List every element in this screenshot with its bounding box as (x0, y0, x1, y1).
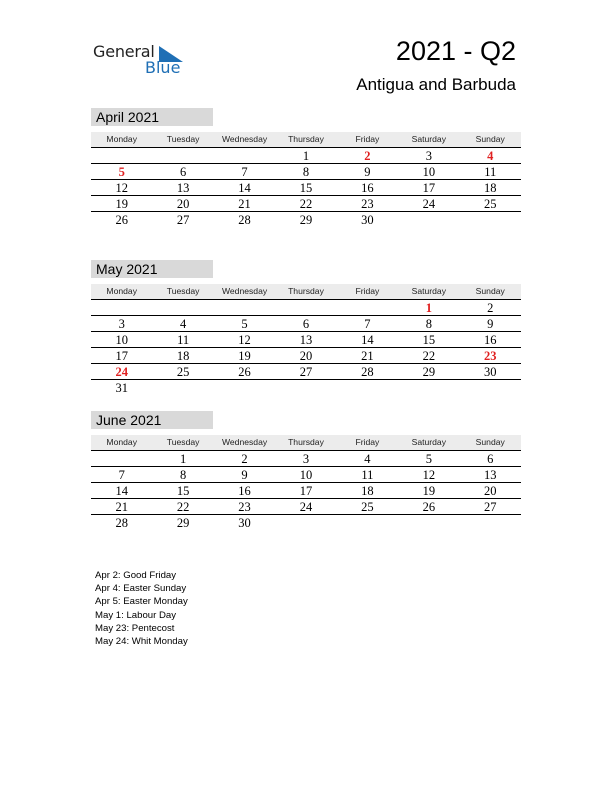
week-row (91, 348, 521, 364)
day-cell: 30 (361, 213, 374, 227)
day-cell: 1 (180, 452, 187, 466)
day-cell: 27 (176, 213, 190, 227)
day-cell (91, 300, 152, 315)
day-cell (214, 380, 275, 396)
weekday-label: Monday (106, 437, 137, 447)
weeks-container (91, 300, 521, 396)
day-cell: 7 (241, 165, 248, 179)
day-cell: 31 (115, 381, 128, 395)
day-cell: 11 (484, 165, 497, 179)
day-cell (152, 380, 213, 396)
day-cell: 21 (361, 349, 374, 363)
day-cell: 6 (180, 165, 187, 179)
day-cell: 29 (299, 213, 313, 227)
day-cell: 7 (364, 317, 371, 331)
day-cell: 9 (487, 317, 494, 331)
day-cell (398, 212, 459, 228)
day-cell (91, 451, 152, 466)
day-cell: 19 (115, 197, 128, 211)
day-cell: 13 (176, 181, 190, 195)
weekday-label: Sunday (475, 134, 505, 144)
day-cell: 5 (118, 165, 125, 179)
day-cell: 23 (238, 500, 251, 514)
day-cell: 4 (364, 452, 371, 466)
day-cell: 26 (238, 365, 251, 379)
day-cell (91, 148, 152, 163)
weeks-container (91, 148, 521, 228)
day-cell (337, 515, 398, 531)
day-cell: 19 (238, 349, 251, 363)
week-row (91, 164, 521, 180)
weekday-label: Wednesday (221, 437, 268, 447)
day-cell: 12 (238, 333, 251, 347)
day-cell: 11 (177, 333, 190, 347)
day-cell: 9 (241, 468, 248, 482)
day-cell (460, 380, 521, 396)
week-row (91, 364, 521, 380)
weekday-label: Sunday (475, 437, 505, 447)
weekday-label: Thursday (288, 286, 324, 296)
day-cell: 24 (115, 365, 128, 379)
week-row (91, 212, 521, 228)
day-cell: 25 (361, 500, 374, 514)
day-cell: 28 (361, 365, 374, 379)
month-may (91, 260, 521, 396)
day-cell: 8 (425, 317, 432, 331)
day-cell: 20 (483, 484, 497, 498)
day-cell: 16 (238, 484, 251, 498)
day-cell: 10 (299, 468, 313, 482)
day-cell: 12 (422, 468, 436, 482)
page-title: 2021 - Q2 (395, 36, 516, 66)
logo (93, 42, 193, 80)
week-row (91, 332, 521, 348)
week-row (91, 467, 521, 483)
day-cell (460, 212, 521, 228)
day-cell (214, 300, 275, 315)
weekday-label: Friday (355, 134, 380, 144)
holiday-item: May 23: Pentecost (95, 622, 175, 634)
day-cell: 15 (299, 181, 313, 195)
weekday-label: Friday (355, 286, 380, 296)
week-row (91, 515, 521, 531)
day-cell: 23 (483, 349, 497, 363)
day-cell (337, 380, 398, 396)
day-cell: 1 (302, 149, 310, 163)
day-cell (152, 300, 213, 315)
day-cell: 16 (483, 333, 497, 347)
weekday-label: Monday (106, 286, 137, 296)
weekday-label: Wednesday (221, 286, 268, 296)
day-cell: 17 (299, 484, 313, 498)
day-cell: 11 (361, 468, 374, 482)
day-cell: 3 (425, 149, 432, 163)
day-cell: 8 (302, 165, 310, 179)
day-cell: 6 (302, 317, 310, 331)
day-cell (275, 515, 336, 531)
day-cell: 8 (180, 468, 187, 482)
day-cell: 30 (483, 365, 497, 379)
day-cell (275, 300, 336, 315)
month-title: May 2021 (91, 260, 213, 278)
day-cell: 3 (118, 317, 125, 331)
week-row (91, 380, 521, 396)
weekday-label: Thursday (288, 437, 324, 447)
month-title: April 2021 (91, 108, 213, 126)
week-row (91, 316, 521, 332)
day-cell: 21 (238, 197, 251, 211)
day-cell: 20 (176, 197, 190, 211)
weekday-label: Saturday (411, 134, 447, 144)
weekday-label: Saturday (411, 437, 447, 447)
weeks-container (91, 451, 521, 531)
holiday-item: May 24: Whit Monday (95, 635, 188, 647)
day-cell: 2 (487, 301, 494, 315)
day-cell: 15 (176, 484, 190, 498)
weekday-header (91, 435, 521, 451)
week-row (91, 196, 521, 212)
day-cell: 26 (422, 500, 436, 514)
month-june (91, 411, 521, 531)
day-cell: 29 (422, 365, 436, 379)
day-cell: 12 (115, 181, 128, 195)
day-cell: 18 (361, 484, 374, 498)
day-cell: 10 (115, 333, 128, 347)
week-row (91, 148, 521, 164)
week-row (91, 451, 521, 467)
day-cell: 20 (299, 349, 313, 363)
day-cell: 27 (483, 500, 497, 514)
day-cell: 29 (176, 516, 190, 530)
day-cell: 1 (425, 301, 432, 315)
weekday-label: Saturday (411, 286, 447, 296)
day-cell: 27 (299, 365, 313, 379)
day-cell: 23 (361, 197, 374, 211)
weekday-label: Tuesday (166, 437, 200, 447)
day-cell: 26 (115, 213, 128, 227)
month-title: June 2021 (91, 411, 213, 429)
day-cell: 18 (483, 181, 497, 195)
weekday-label: Tuesday (166, 134, 200, 144)
day-cell: 2 (241, 452, 248, 466)
weekday-header (91, 132, 521, 148)
holiday-item: Apr 4: Easter Sunday (95, 583, 187, 595)
day-cell (337, 300, 398, 315)
day-cell: 22 (299, 197, 313, 211)
day-cell: 22 (176, 500, 190, 514)
day-cell: 22 (422, 349, 436, 363)
day-cell: 14 (361, 333, 374, 347)
day-cell (275, 380, 336, 396)
day-cell: 18 (176, 349, 190, 363)
weekday-header (91, 284, 521, 300)
holiday-list (95, 569, 188, 648)
weekday-label: Monday (106, 134, 137, 144)
holiday-item: May 1: Labour Day (95, 609, 177, 621)
day-cell: 16 (361, 181, 374, 195)
day-cell: 4 (487, 149, 494, 163)
day-cell: 30 (238, 516, 251, 530)
day-cell: 6 (487, 452, 494, 466)
day-cell: 17 (115, 349, 128, 363)
week-row (91, 483, 521, 499)
day-cell (152, 148, 213, 163)
day-cell: 14 (115, 484, 128, 498)
holiday-item: Apr 2: Good Friday (95, 570, 177, 581)
weekday-label: Tuesday (166, 286, 200, 296)
day-cell: 9 (364, 165, 371, 179)
day-cell: 28 (238, 213, 251, 227)
week-row (91, 180, 521, 196)
day-cell: 5 (241, 317, 248, 331)
holiday-item: Apr 5: Easter Monday (95, 596, 188, 608)
day-cell: 21 (115, 500, 128, 514)
day-cell (398, 380, 459, 396)
day-cell: 19 (422, 484, 436, 498)
day-cell: 17 (422, 181, 436, 195)
logo-text-blue: Blue (145, 58, 181, 77)
weekday-label: Wednesday (221, 134, 268, 144)
weekday-label: Thursday (288, 134, 324, 144)
day-cell: 5 (425, 452, 432, 466)
day-cell: 25 (176, 365, 190, 379)
week-row (91, 300, 521, 316)
day-cell: 2 (364, 149, 371, 163)
day-cell: 28 (115, 516, 128, 530)
week-row (91, 499, 521, 515)
day-cell: 24 (299, 500, 313, 514)
weekday-label: Sunday (475, 286, 505, 296)
day-cell: 24 (422, 197, 436, 211)
day-cell: 14 (238, 181, 251, 195)
day-cell: 3 (302, 452, 310, 466)
day-cell: 10 (422, 165, 436, 179)
day-cell (214, 148, 275, 163)
country-name: Antigua and Barbuda (356, 75, 516, 94)
month-april (91, 108, 521, 228)
day-cell: 7 (118, 468, 125, 482)
day-cell: 15 (422, 333, 436, 347)
day-cell (398, 515, 459, 531)
day-cell: 4 (180, 317, 187, 331)
day-cell: 13 (483, 468, 497, 482)
logo-text-general: General (93, 42, 155, 61)
day-cell: 25 (483, 197, 497, 211)
weekday-label: Friday (355, 437, 380, 447)
day-cell: 13 (299, 333, 313, 347)
day-cell (460, 515, 521, 531)
